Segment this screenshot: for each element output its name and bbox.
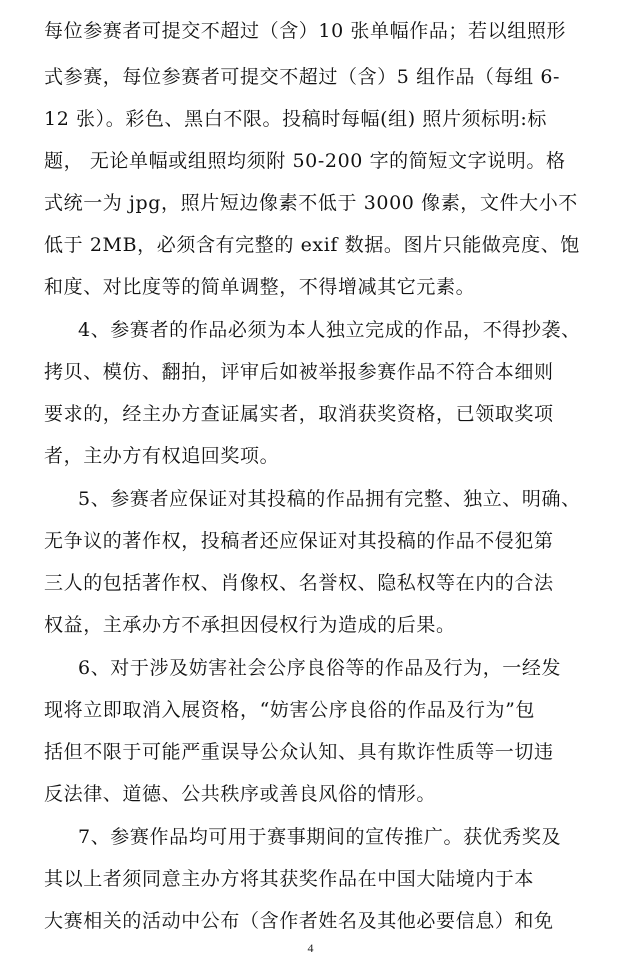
paragraph-6-line-4: 反法律、道德、公共秩序或善良风俗的情形。	[44, 783, 437, 805]
paragraph-7-line-3: 大赛相关的活动中公布（含作者姓名及其他必要信息）和免	[44, 910, 554, 932]
paragraph-3-line-4: 题， 无论单幅或组照均须附 50-200 字的简短文字说明。格	[44, 150, 566, 172]
paragraph-3-line-1: 每位参赛者可提交不超过（含）10 张单幅作品；若以组照形	[44, 20, 567, 42]
paragraph-3-line-6: 低于 2MB，必须含有完整的 exif 数据。图片只能做亮度、饱	[44, 234, 580, 256]
paragraph-4-line-3: 要求的，经主办方查证属实者，取消获奖资格，已领取奖项	[44, 403, 554, 425]
paragraph-3-line-2: 式参赛，每位参赛者可提交不超过（含）5 组作品（每组 6-	[44, 66, 561, 88]
paragraph-3-line-7: 和度、对比度等的简单调整，不得增减其它元素。	[44, 276, 476, 298]
paragraph-4-line-4: 者，主办方有权追回奖项。	[44, 445, 280, 467]
paragraph-4-line-1: 4、参赛者的作品必须为本人独立完成的作品，不得抄袭、	[78, 319, 581, 341]
paragraph-7-line-1: 7、参赛作品均可用于赛事期间的宣传推广。获优秀奖及	[78, 826, 562, 848]
paragraph-5-line-2: 无争议的著作权，投稿者还应保证对其投稿的作品不侵犯第	[44, 530, 554, 552]
paragraph-3-line-5: 式统一为 jpg，照片短边像素不低于 3000 像素，文件大小不	[44, 192, 578, 214]
paragraph-7-line-2: 其以上者须同意主办方将其获奖作品在中国大陆境内于本	[44, 868, 535, 890]
paragraph-5-line-4: 权益，主承办方不承担因侵权行为造成的后果。	[44, 614, 456, 636]
paragraph-5-line-1: 5、参赛者应保证对其投稿的作品拥有完整、独立、明确、	[78, 488, 581, 510]
paragraph-6-line-2: 现将立即取消入展资格，“妨害公序良俗的作品及行为”包	[44, 699, 536, 721]
paragraph-6-line-1: 6、对于涉及妨害社会公序良俗等的作品及行为，一经发	[78, 657, 562, 679]
paragraph-5-line-3: 三人的包括著作权、肖像权、名誉权、隐私权等在内的合法	[44, 572, 554, 594]
paragraph-4-line-2: 拷贝、模仿、翻拍，评审后如被举报参赛作品不符合本细则	[44, 361, 554, 383]
page-number: 4	[307, 941, 314, 955]
paragraph-3-line-3: 12 张）。彩色、黑白不限。投稿时每幅(组) 照片须标明:标	[44, 108, 547, 130]
paragraph-6-line-3: 括但不限于可能严重误导公众认知、具有欺诈性质等一切违	[44, 741, 554, 763]
